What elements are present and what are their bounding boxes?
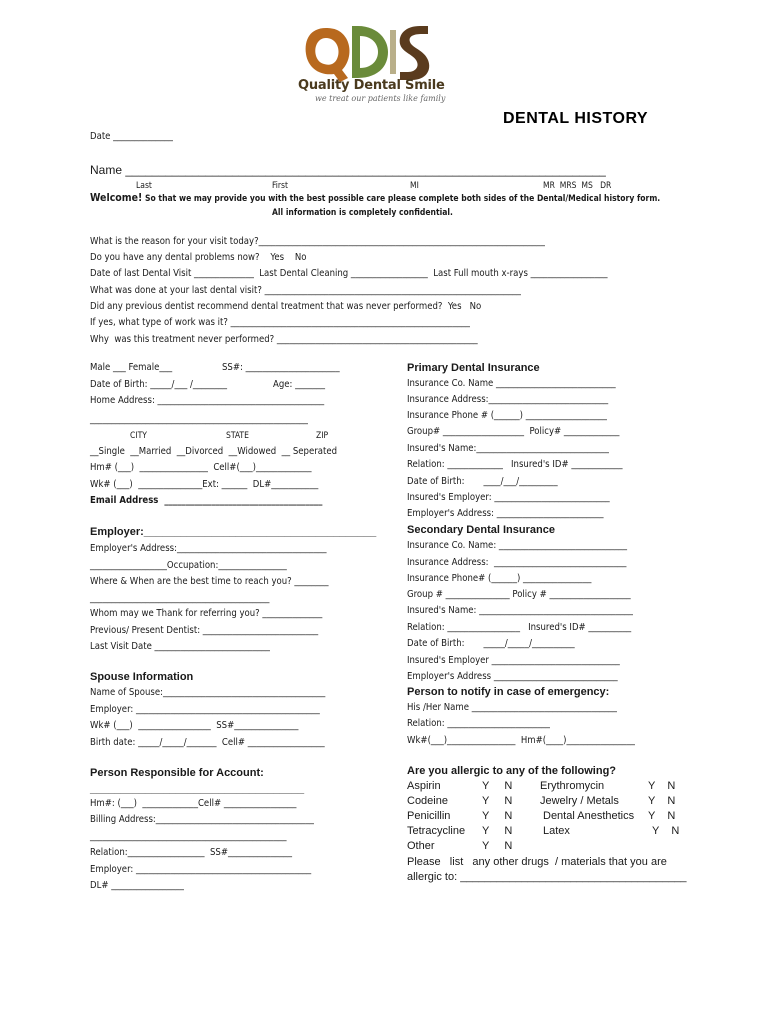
welcome-body: So that we may provide you with the best possible care please complete both sides of the Dental/Medical history form. xyxy=(142,194,661,204)
allergy-tetracycline-yn[interactable]: Y N xyxy=(482,825,513,837)
emergency-relation-field[interactable]: Relation: ________________________ xyxy=(407,718,550,729)
allergy-other-yn[interactable]: Y N xyxy=(482,840,513,852)
secondary-group-policy-field[interactable]: Group # _______________ Policy # ___________________ xyxy=(407,589,631,600)
responsible-relation-field[interactable]: Relation:__________________ SS#_______________ xyxy=(90,847,293,858)
logo-name: Quality Dental Smile xyxy=(298,78,445,93)
confidential-note: All information is completely confidential. xyxy=(272,208,453,218)
occupation-field[interactable]: __________________Occupation:________________ xyxy=(90,560,287,571)
question-reason[interactable]: What is the reason for your visit today?___________________________________________________________________ xyxy=(90,236,545,247)
primary-relation-id-field[interactable]: Relation: _____________ Insured's ID# ____________ xyxy=(407,459,623,470)
allergy-erythromycin: Erythromycin xyxy=(540,780,605,792)
previous-dentist-field[interactable]: Previous/ Present Dentist: ___________________________ xyxy=(90,625,319,636)
allergy-other: Other xyxy=(407,840,435,852)
responsible-name-line[interactable]: ___________________________________ xyxy=(90,783,305,795)
city-label: CITY xyxy=(130,431,147,441)
allergy-penicillin: Penicillin xyxy=(407,810,451,822)
allergy-tetracycline: Tetracycline xyxy=(407,825,466,837)
spouse-birth-date-field[interactable]: Birth date: _____/_____/_______ Cell# __________________ xyxy=(90,737,325,748)
question-done[interactable]: What was done at your last dental visit? ____________________________________________________________ xyxy=(90,285,521,296)
primary-insured-dob-field[interactable]: Date of Birth: ____/___/_________ xyxy=(407,476,558,487)
emergency-heading: Person to notify in case of emergency: xyxy=(407,686,610,698)
allergy-jewelry-metals-yn[interactable]: Y N xyxy=(648,795,676,807)
emergency-name-field[interactable]: His /Her Name __________________________________ xyxy=(407,702,617,713)
name-mi-label: MI xyxy=(410,181,419,191)
allergy-latex-yn[interactable]: Y N xyxy=(652,825,680,837)
secondary-insurance-address-field[interactable]: Insurance Address: _______________________________ xyxy=(407,557,627,568)
employer-heading[interactable]: Employer:______________________________________ xyxy=(90,526,377,538)
best-time-line2[interactable]: __________________________________________ xyxy=(90,593,270,604)
home-address-line2[interactable]: ___________________________________________________ xyxy=(90,414,308,425)
secondary-insured-name-field[interactable]: Insured's Name: ____________________________________ xyxy=(407,605,633,616)
question-last-visit[interactable]: Date of last Dental Visit ______________ Last Dental Cleaning __________________ Last Full mouth x-rays __________________ xyxy=(90,268,608,279)
allergy-codeine-yn[interactable]: Y N xyxy=(482,795,513,807)
responsible-employer-field[interactable]: Employer: _________________________________________ xyxy=(90,864,312,875)
secondary-insurance-co-field[interactable]: Insurance Co. Name: ______________________________ xyxy=(407,540,628,551)
question-recommend[interactable]: Did any previous dentist recommend dental treatment that was never performed? Yes No xyxy=(90,301,482,312)
allergy-erythromycin-yn[interactable]: Y N xyxy=(648,780,676,792)
date-field[interactable]: Date ______________ xyxy=(90,131,173,142)
last-visit-date-field[interactable]: Last Visit Date ___________________________ xyxy=(90,641,270,652)
responsible-phone-field[interactable]: Hm#: (___) _____________Cell# _________________ xyxy=(90,798,297,809)
sex-field[interactable]: Male ___ Female___ xyxy=(90,362,173,373)
allergy-penicillin-yn[interactable]: Y N xyxy=(482,810,513,822)
responsible-dl-field[interactable]: DL# _________________ xyxy=(90,880,184,891)
email-field[interactable]: Email Address _____________________________________ xyxy=(90,495,323,506)
primary-insurance-heading: Primary Dental Insurance xyxy=(407,362,540,374)
primary-group-policy-field[interactable]: Group# ___________________ Policy# _____________ xyxy=(407,426,620,437)
question-problems[interactable]: Do you have any dental problems now? Yes No xyxy=(90,252,307,263)
name-last-label: Last xyxy=(136,181,152,191)
allergies-heading: Are you allergic to any of the following? xyxy=(407,765,617,777)
question-why[interactable]: Why was this treatment never performed? _______________________________________________ xyxy=(90,334,478,345)
secondary-insured-dob-field[interactable]: Date of Birth: _____/_____/__________ xyxy=(407,638,575,649)
responsible-heading: Person Responsible for Account: xyxy=(90,767,264,779)
secondary-insurance-phone-field[interactable]: Insurance Phone# (______) ________________ xyxy=(407,573,592,584)
dob-field[interactable]: Date of Birth: _____/___ /________ xyxy=(90,379,228,390)
secondary-insured-employer-field[interactable]: Insured's Employer ______________________________ xyxy=(407,655,620,666)
other-allergies-prompt: Please list any other drugs / materials that you are xyxy=(407,856,667,868)
billing-address-field[interactable]: Billing Address:_____________________________________ xyxy=(90,814,314,825)
page-title: DENTAL HISTORY xyxy=(503,110,649,127)
ssn-field[interactable]: SS#: ______________________ xyxy=(222,362,340,373)
age-field[interactable]: Age: _______ xyxy=(273,379,326,390)
primary-insured-employer-field[interactable]: Insured's Employer: ___________________________ xyxy=(407,492,610,503)
home-phone-field[interactable]: Hm# (___) ________________ Cell#(___)_____________ xyxy=(90,462,312,473)
spouse-heading: Spouse Information xyxy=(90,671,194,683)
spouse-name-field[interactable]: Name of Spouse:______________________________________ xyxy=(90,687,326,698)
spouse-employer-field[interactable]: Employer: ___________________________________________ xyxy=(90,704,320,715)
marital-status[interactable]: __Single __Married __Divorced __Widowed __ Seperated xyxy=(90,446,337,457)
billing-address-line2[interactable]: ______________________________________________ xyxy=(90,831,287,842)
primary-insurance-co-field[interactable]: Insurance Co. Name ____________________________ xyxy=(407,378,616,389)
allergy-codeine: Codeine xyxy=(407,795,448,807)
primary-employer-address-field[interactable]: Employer's Address: _________________________ xyxy=(407,508,604,519)
allergy-dental-anesthetics: Dental Anesthetics xyxy=(543,810,635,822)
name-title-options[interactable]: MR MRS MS DR xyxy=(543,181,612,191)
primary-insurance-phone-field[interactable]: Insurance Phone # (______) ___________________ xyxy=(407,410,607,421)
primary-insured-name-field[interactable]: Insured's Name:_______________________________ xyxy=(407,443,609,454)
name-first-label: First xyxy=(272,181,289,191)
primary-insurance-address-field[interactable]: Insurance Address:____________________________ xyxy=(407,394,609,405)
secondary-insurance-heading: Secondary Dental Insurance xyxy=(407,524,555,536)
name-field[interactable]: Name ________________________________________________________________________ xyxy=(90,163,606,177)
welcome-text xyxy=(90,192,660,205)
zip-label: ZIP xyxy=(316,431,329,441)
secondary-employer-address-field[interactable]: Employer's Address _____________________________ xyxy=(407,671,618,682)
welcome-bold: Welcome! xyxy=(90,192,143,204)
logo-tagline: we treat our patients like family xyxy=(315,94,446,103)
employer-address-field[interactable]: Employer's Address:___________________________________ xyxy=(90,543,327,554)
state-label: STATE xyxy=(226,431,249,441)
allergy-dental-anesthetics-yn[interactable]: Y N xyxy=(648,810,676,822)
work-phone-field[interactable]: Wk# (___) _______________Ext: ______ DL#___________ xyxy=(90,479,319,490)
spouse-work-phone-field[interactable]: Wk# (___) _________________ SS#_______________ xyxy=(90,720,299,731)
secondary-relation-id-field[interactable]: Relation: _________________ Insured's ID# __________ xyxy=(407,622,632,633)
allergy-jewelry-metals: Jewelry / Metals xyxy=(540,795,619,807)
referral-field[interactable]: Whom may we Thank for referring you? ______________ xyxy=(90,608,323,619)
emergency-phone-field[interactable]: Wk#(___)________________ Hm#(____)________________ xyxy=(407,735,635,746)
best-time-field[interactable]: Where & When are the best time to reach you? ________ xyxy=(90,576,329,587)
question-work-type[interactable]: If yes, what type of work was it? ________________________________________________________ xyxy=(90,317,470,328)
other-allergies-field[interactable]: allergic to: _____________________________________ xyxy=(407,871,687,883)
allergy-latex: Latex xyxy=(543,825,570,837)
allergy-aspirin: Aspirin xyxy=(407,780,441,792)
allergy-aspirin-yn[interactable]: Y N xyxy=(482,780,513,792)
home-address-field[interactable]: Home Address: _______________________________________ xyxy=(90,395,325,406)
